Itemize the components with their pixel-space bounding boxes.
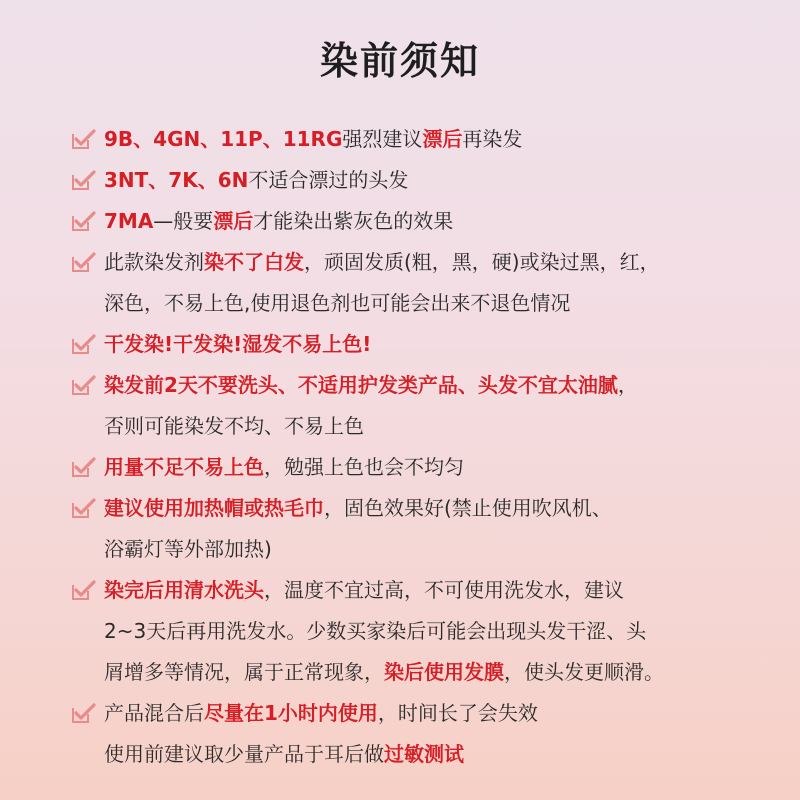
notice-line [104,406,800,447]
body-text: 深色，不易上色,使用退色剂也可能会出来不退色情况 [104,291,571,315]
notice-item [0,201,800,242]
notice-line [104,365,800,406]
body-text: 再染发 [462,127,523,151]
notice-line [104,201,800,242]
highlight-text: 用量不足不易上色 [104,455,264,479]
body-text: ，固色效果好(禁止使用吹风机、 [324,496,612,520]
notice-item [0,570,800,693]
body-text: 产品混合后 [104,701,204,725]
notice-line [104,652,800,693]
body-text: 强烈建议 [342,127,423,151]
body-text: 不适合漂过的头发 [248,168,409,192]
notice-line [104,529,800,570]
body-text: ，使头发更顺滑。 [504,660,664,684]
notice-item [0,242,800,324]
notice-line [104,611,800,652]
body-text: ，时间长了会失效 [377,701,538,725]
highlight-text: 漂后 [422,127,463,151]
highlight-text: 干发染!干发染!湿发不易上色! [104,332,372,356]
notice-line [104,447,800,488]
highlight-text: 漂后 [213,209,254,233]
body-text: 使用前建议取少量产品于耳后做 [104,742,384,766]
checkmark-icon [70,456,96,478]
highlight-text: 染后使用发膜 [384,660,504,684]
body-text: 2~3天后再用洗发水。少数买家染后可能会出现头发干涩、头 [104,619,647,643]
body-text: 屑增多等情况，属于正常现象， [104,660,384,684]
body-text: 浴霸灯等外部加热) [104,537,272,561]
notice-item [0,488,800,570]
notice-line [104,283,800,324]
notice-item [0,693,800,775]
body-text: 才能染出紫灰色的效果 [253,209,454,233]
notice-line [104,488,800,529]
checkmark-icon [70,128,96,150]
checkmark-icon [70,579,96,601]
body-text: ， [617,373,638,397]
highlight-text: 3NT、7K、6N [104,168,249,192]
notice-item [0,160,800,201]
notice-list [0,119,800,775]
notice-line [104,324,800,365]
body-text: —般要 [153,209,214,233]
checkmark-icon [70,169,96,191]
body-text: ，顽固发质(粗，黑，硬)或染过黑，红， [304,250,660,274]
notice-line [104,160,800,201]
notice-item [0,365,800,447]
checkmark-icon [70,251,96,273]
notice-line [104,242,800,283]
checkmark-icon [70,702,96,724]
checkmark-icon [70,374,96,396]
body-text: ，温度不宜过高，不可使用洗发水，建议 [264,578,624,602]
body-text: 此款染发剂 [104,250,204,274]
highlight-text: 7MA [104,209,154,233]
highlight-text: 9B、4GN、11P、11RG [104,127,343,151]
highlight-text: 染不了白发 [204,250,304,274]
body-text: ，勉强上色也会不均匀 [264,455,464,479]
notice-line [104,119,800,160]
highlight-text: 过敏测试 [384,742,464,766]
notice-item [0,324,800,365]
notice-line [104,570,800,611]
checkmark-icon [70,333,96,355]
notice-item [0,447,800,488]
highlight-text: 建议使用加热帽或热毛巾 [104,496,324,520]
notice-line [104,693,800,734]
highlight-text: 尽量在1小时内使用 [204,701,378,725]
notice-item [0,119,800,160]
page-title: 染前须知 [319,39,480,83]
body-text: 否则可能染发不均、不易上色 [104,414,364,438]
checkmark-icon [70,497,96,519]
highlight-text: 染完后用清水洗头 [104,578,264,602]
highlight-text: 染发前2天不要洗头、不适用护发类产品、头发不宜太油腻 [104,373,618,397]
notice-line [104,734,800,775]
checkmark-icon [70,210,96,232]
